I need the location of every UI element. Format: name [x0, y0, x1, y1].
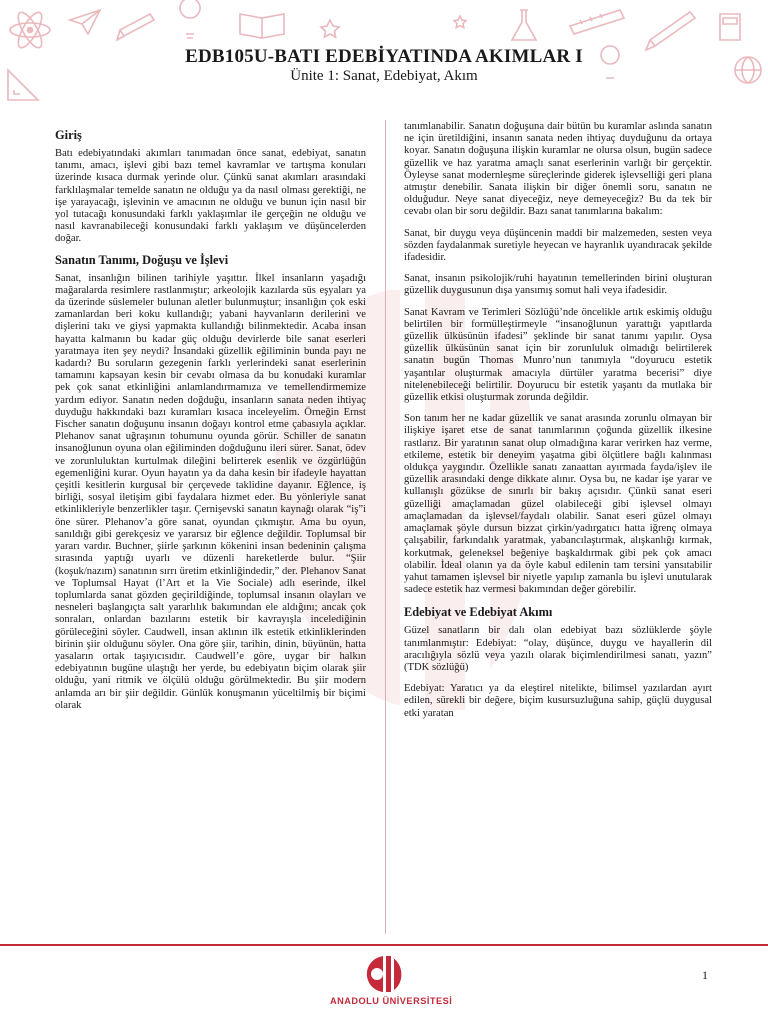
heading-giris: Giriş: [55, 128, 82, 142]
calculator-icon: [720, 14, 740, 40]
atom-icon: [10, 9, 50, 51]
paragraph-sanat-tanim-2: Sanat, insanın psikolojik/ruhi hayatının temellerinden birini oluşturan güzellik duygusunun dışa yansımış somut hali veya ifadesidir.: [404, 273, 712, 297]
pencil-right-icon: [646, 12, 695, 50]
star-icon: [454, 16, 466, 28]
paragraph-giris: Batı edebiyatındaki akımları tanımadan önce sanat, edebiyat, sanatın tanımı, amacı, işlevi gibi bazı temel kavramlar ve tartışma konuları üzerinde kısaca durmak yerinde olur. Çünkü sanat akımları arasındaki farklılaşmalar temelde sanatın ne olduğu ya da nasıl olması gerektiği, ne işe yarayacağı, işlevinin ve amacının ne olduğu ve bunun için nasıl bir yol tutacağı konusundaki farklı yaklaşımlar ile gerçeğin ne olduğu ve nasıl kavranabileceği konusundaki farklı yaklaşım ve düşüncelerden doğar.: [55, 148, 366, 245]
course-title: EDB105U-BATI EDEBİYATINDA AKIMLAR I: [185, 46, 583, 67]
footer-divider: [0, 944, 768, 946]
pencil-icon: [117, 14, 154, 40]
right-column: [404, 121, 712, 931]
paragraph-sanat-kavram: Sanat Kavram ve Terimleri Sözlüğü’nde öncelikle artık eskimiş olduğu belirtilen bir formülleştirmeyle “insanoğlunun yarattığı yapıtlarda güzellik ülküsünün ifadesi” şeklinde bir sanat tanımı yapılır. Oysa güzellik ülküsünün sanat için bir zorunluluk olmadığı belirtilerek sanatın bugün Thomas Munro’nun tanımıyla “doyurucu estetik yaşantılar oluşturmak amacıyla dürtüler yaratma becerisi” diye nitelenebileceği belirtilir. Doyurucu bir estetik yaşantı da mutlaka bir güzellik etkisi oluşturmak zorunda değildir.: [404, 306, 712, 404]
university-logo: [330, 952, 453, 1016]
lightbulb-icon: [180, 0, 200, 38]
column-divider: [385, 120, 386, 934]
heading-edebiyat: Edebiyat ve Edebiyat Akımı: [404, 605, 553, 620]
unit-title: Ünite 1: Sanat, Edebiyat, Akım: [290, 68, 478, 84]
paragraph-sanat-tanim-1: Sanat, bir duygu veya düşüncenin maddi bir malzemeden, sesten veya sözden faydalanmak suretiyle heyecan ve hayranlık uyandıracak şekilde ifadesidir.: [404, 227, 712, 264]
page-header: [0, 0, 768, 112]
flask-icon: [512, 10, 536, 40]
paragraph-edebiyat-tanim: Edebiyat: Yaratıcı ya da eleştirel nitelikte, bilimsel yazılardan ayırt edilen, sürekli bir değere, biçim kusursuzluğuna sahip, güçlü duygusal etki yaratan: [404, 683, 712, 719]
anadolu-logo-icon: [363, 952, 407, 996]
university-name: ANADOLU ÜNİVERSİTESİ: [330, 996, 453, 1006]
paragraph-son-tanim: Son tanım her ne kadar güzellik ve sanat arasında zorunlu olmayan bir ilişkiye işaret etse de sanat tanımlarının çoğunda güzellik ilkesine rastlarız. Bir yaratının sanat olup olmadığına karar verirken haz verme, etkileme, estetik bir deneyim yaşatma gibi ölçütlere bağlı kalınması oldukça yaygındır. Özellikle sanatı zanaattan ayırmada fayda/işlev ile güzellik arasındaki denge dikkate alınır. Oysa bu, ne kadar işe yarar ve kullanışlı gözükse de sınırlı bir bakış açısıdır. Çünkü sanat eseri güzelliği amaçlamadan güzel olabileceği gibi işlevsel olmayı amaçlamadan da işlevsel/faydalı olabilir. Sanat eseri güzel olmayı amaçlamak şöyle dursun bizzat çirkin/yadırgatıcı hatta iğrenç olmaya çalışabilir, farkındalık yaratmak, yabancılaştırmak, alışkanlığı kırmak, korkutmak, geleneksel beğeniye başkaldırmak gibi pek çok amacı olabilir. İdeal olanın ya da öyle kabul edilenin tam tersini yansıtabilir yahut tamamen işlevsel bir niyetle yapılıp zamanla bu işlevi unutularak sadece estetik haz vermesi bakımından değer görebilir.: [404, 413, 712, 596]
heading-sanatin-tanimi: Sanatın Tanımı, Doğuşu ve İşlevi: [55, 252, 229, 267]
star-icon: [321, 20, 339, 37]
paragraph-edebiyat-tdk: Güzel sanatların bir dalı olan edebiyat bazı sözlüklerde şöyle tanımlanmıştır: Edebiyat: “olay, düşünce, duygu ve hayallerin dil aracılığıyla sözlü veya yazılı olarak biçimlendirilmesi sanatı, yazın” (TDK sözlüğü): [404, 625, 712, 673]
book-icon: [240, 14, 284, 38]
left-column: [55, 124, 366, 934]
paragraph-sanatin-tanimi: Sanat, insanlığın bilinen tarihiyle yaşıttır. İlkel insanların yaşadığı mağaralarda resimlere rastlanmıştır; arkeolojik kazılarda süs eşyaları ya da üzerinde süslemeler bulunan aletler bulunmuştur; insanlığın çok eski zamanlardan beri koku kullandığı; yabani hayvanların derilerini ve dişlerini takı ve giysi yapmakta kullandığı bilinmektedir. Acaba insan hayatta kalmanın bu kadar güç olduğu devirlerde bile sanat eserleri yaratmaya iten şey neydi? İnsandaki güzellik eğiliminin bunda payı ne kadardı? Bu soruların gezegenin farklı yerlerindeki sanat eserlerinin tamamını kapsayan kesin bir cevabı olmasa da bu konudaki kuramlar pek çok sanat etkinliğini anlamlandırmamıza ve temellendirmemize yardım ediyor. Sanatın neden doğduğu, insanların sanata neden ihtiyaç duyduğu hakkındaki bazı kuramları kısaca inceleyelim. Örneğin Ernst Fischer sanatın doğuşunu insanın doğayı kontrol etme çabasıyla açıklar. Plehanov sanat uğraşının tohumunu oyunda görür. Schiller de sanatın insanoğlunun oyuna olan eğiliminden doğduğunu ileri sürer. Sanat, ödev ve zorunluluktan kurtulmak dileğini belirterek esenlik ve özgürlüğün egemenliğini kurar. Oyun hayatın ya da daha kesin bir ifadeyle hayattan çeşitli kesitlerin kurgusal bir çerçevede taklidine dayanır. Eğlence, iş birliği, sosyal iletişim gibi faydalara hizmet eder. Bu yönleriyle sanat etkinlikleriyle benzerlikler taşır. Çernişevski sanatın kaynağı olarak “iş”i öne sürer. Plehanov’a göre sanat, oyundan çıkmıştır. Ama bu oyun, sanıldığı gibi gerekçesiz ve yararsız bir eğlence değildir. Toplumsal bir yararı vardır. Buchner, şiirle şarkının kökenini insan bedeninin çalışma sırasında yaptığı uyarlı ve düzenli hareketlerde bulur. “Şiir (koşuk/nazım) sanatının sırrı üretim etkinliğindedir,” der. Plehanov Sanat ve Toplumsal Hayat (l’Art et la Vie Sociale) adlı eserinde, ilkel toplumlarda sanat gözden geçirildiğinde, toplumsal insanın olayları ve nesneleri başlangıçta salt yararlılık bakımından ele aldığını; ancak çok sonraları, onlardan bazılarını estetik bir kavrayışla incelediğinin görüleceğini söyler. Caudwell, insan aklının ilk estetik etkinliklerinden birinin şiir olduğunu söyler. Ona göre şiir, tarihin, dinin, büyünün, hatta yasaların ortak taşıyıcısıdır. Caudwell’e göre, uygar bir halkın edebiyatının bugüne ulaştığı her yerde, bu edebiyatın biçim olarak şiir olduğu, yani ritmik ve ölçülü olduğu görülmektedir. Bu şiir modern anlamda arı bir şiir değildir. Günlük konuşmanın yüceltilmiş bir biçimi olarak: [55, 272, 366, 711]
paper-plane-icon: [70, 10, 100, 34]
straight-ruler-icon: [570, 10, 624, 34]
paragraph-tanimlanabilir: tanımlanabilir. Sanatın doğuşuna dair bütün bu kuramlar aslında sanatın ne için üretildiğini, insanın sanata neden ihtiyaç duyduğunu da ortaya koyar. Sanatın doğuşuna ilişkin kuramlar ne olursa olsun, bugün sadece güzellik ve haz yaratma amaçlı sanat eserlerinin varlığı bir gerçektir. Öyleyse sanat modernleşme süreçlerinde giderek işlevselliği geri plana atmıştır denebilir. Sanata ilişkin bir diğer önemli soru, sanatın ne olduğudur. Neye sanat diyeceğiz, neye demeyeceğiz? Bu da tek bir cevabı olan bir soru değildir. Bazı sanat tanımlarına bakalım:: [404, 121, 712, 218]
page-number: 1: [702, 968, 708, 982]
